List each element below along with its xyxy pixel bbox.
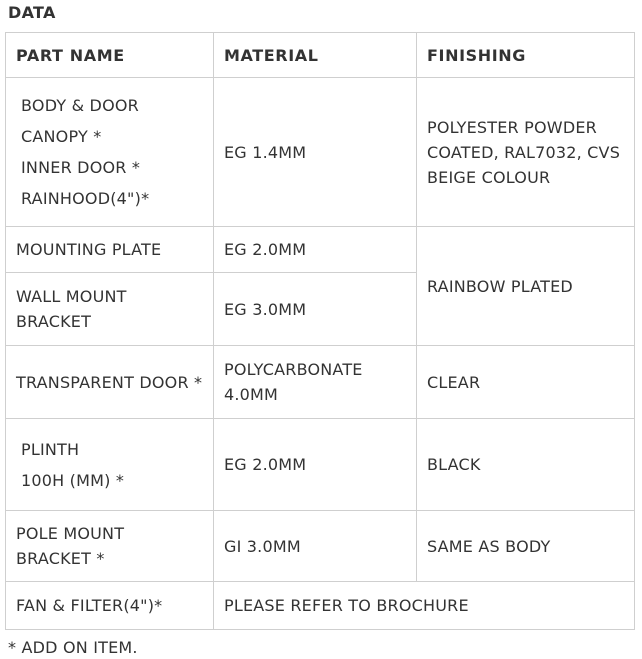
material-cell: GI 3.0MM xyxy=(214,511,417,582)
table-header-row xyxy=(6,33,635,78)
material-cell: EG 2.0MM xyxy=(214,227,417,273)
part-cell xyxy=(6,419,214,511)
table-row xyxy=(6,227,635,273)
part-cell: MOUNTING PLATE xyxy=(6,227,214,273)
material-cell: EG 2.0MM xyxy=(214,419,417,511)
part-cell: TRANSPARENT DOOR * xyxy=(6,346,214,419)
table-row xyxy=(6,419,635,511)
header-material: MATERIAL xyxy=(214,33,417,78)
material-cell: EG 3.0MM xyxy=(214,273,417,346)
table-row xyxy=(6,582,635,630)
header-finishing: FINISHING xyxy=(417,33,635,78)
part-line: 100H (MM) * xyxy=(21,470,125,490)
part-cell: POLE MOUNT BRACKET * xyxy=(6,511,214,582)
material-cell: POLYCARBONATE 4.0MM xyxy=(214,346,417,419)
brochure-note-cell: PLEASE REFER TO BROCHURE xyxy=(214,582,635,630)
part-line: RAINHOOD(4")* xyxy=(21,189,150,208)
part-line: BODY & DOOR xyxy=(21,96,139,115)
table-row xyxy=(6,346,635,419)
finishing-cell: BLACK xyxy=(417,419,635,511)
part-line: CANOPY * xyxy=(21,127,102,146)
table-row xyxy=(6,78,635,227)
table-row xyxy=(6,511,635,582)
section-title: DATA xyxy=(8,3,56,22)
header-part-name: PART NAME xyxy=(6,33,214,78)
part-line: INNER DOOR * xyxy=(21,158,141,177)
part-line: PLINTH xyxy=(21,439,80,459)
part-cell xyxy=(6,78,214,227)
finishing-cell: POLYESTER POWDER COATED, RAL7032, CVS BEIGE COLOUR xyxy=(417,78,635,227)
spec-table xyxy=(5,32,635,630)
footnote: * ADD ON ITEM. xyxy=(8,638,138,657)
finishing-cell: CLEAR xyxy=(417,346,635,419)
part-cell: FAN & FILTER(4")* xyxy=(6,582,214,630)
finishing-cell: SAME AS BODY xyxy=(417,511,635,582)
finishing-cell: RAINBOW PLATED xyxy=(417,227,635,346)
material-cell: EG 1.4MM xyxy=(214,78,417,227)
part-cell: WALL MOUNT BRACKET xyxy=(6,273,214,346)
